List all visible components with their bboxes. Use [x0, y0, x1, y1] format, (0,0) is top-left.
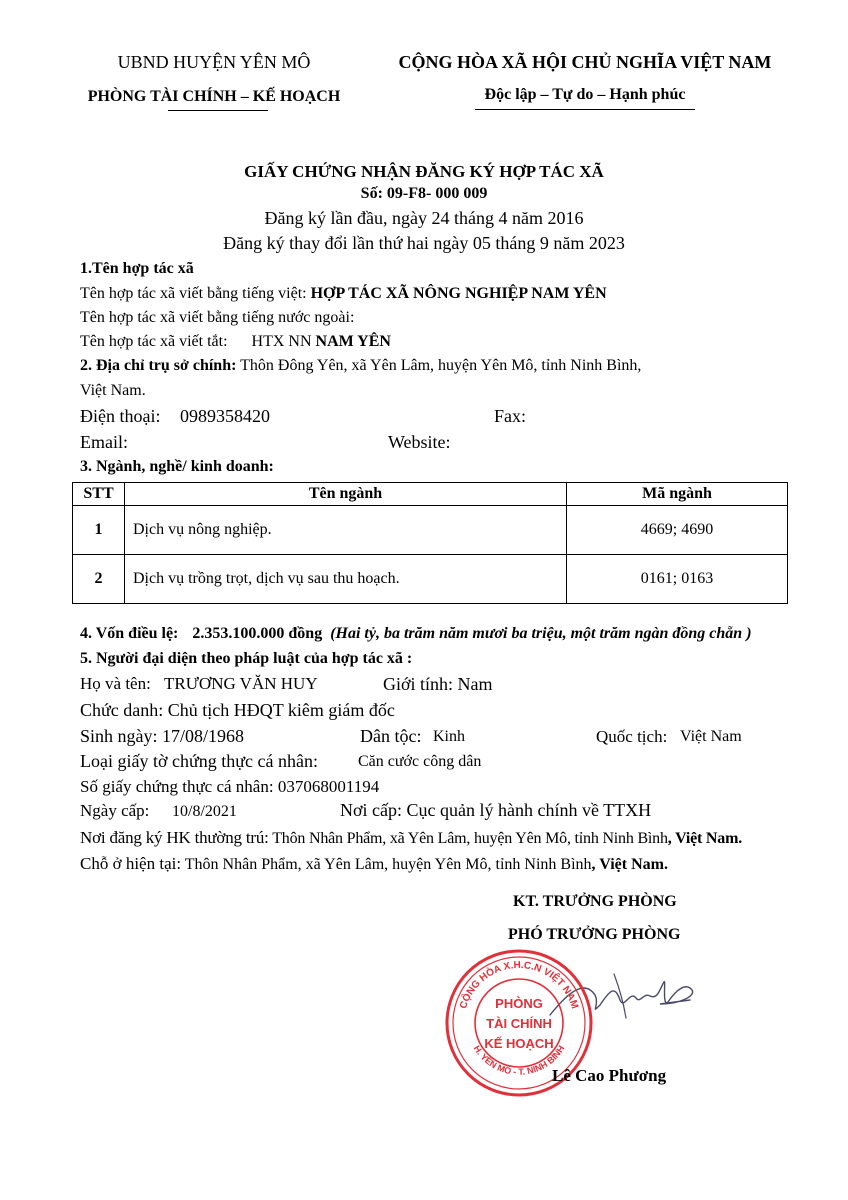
rep-nationality-value: Việt Nam — [680, 728, 742, 745]
signer-name: Lê Cao Phương — [552, 1066, 667, 1085]
rep-household-label: Nơi đăng ký HK thường trú: — [80, 828, 269, 847]
section2-heading: 2. Địa chỉ trụ sở chính: — [80, 357, 237, 374]
rep-issue-date-value: 10/8/2021 — [172, 803, 237, 820]
department-name: PHÒNG TÀI CHÍNH – KẾ HOẠCH — [87, 88, 341, 105]
seal-center-line3: KẾ HOẠCH — [484, 1036, 554, 1051]
seal-ring-text: CỘNG HÒA X.H.C.N VIỆT NAM — [458, 959, 580, 1011]
fax-label: Fax: — [494, 406, 527, 426]
rep-household-country: , Việt Nam. — [667, 830, 742, 847]
abbr-bold: NAM YÊN — [315, 333, 391, 350]
section1-heading: 1.Tên hợp tác xã — [80, 260, 194, 277]
abbr-prefix: HTX NN — [251, 333, 316, 350]
address-continuation: Việt Nam. — [80, 382, 146, 399]
rep-household-value: Thôn Nhân Phẩm, xã Yên Lâm, huyện Yên Mô, tỉnh Ninh Bình — [268, 830, 668, 847]
capital-line — [80, 625, 752, 643]
abbr-name-line — [80, 333, 391, 351]
row-name: Dịch vụ nông nghiệp. — [125, 506, 567, 555]
rep-ethnic-value: Kinh — [433, 728, 465, 745]
abbr-name-label: Tên hợp tác xã viết tắt: — [80, 333, 228, 350]
rep-current-label: Chỗ ở hiện tại: — [80, 854, 182, 873]
first-registration: Đăng ký lần đầu, ngày 24 tháng 4 năm 2016 — [264, 208, 584, 228]
rep-gender: Giới tính: Nam — [383, 674, 493, 694]
document-title: GIẤY CHỨNG NHẬN ĐĂNG KÝ HỢP TÁC XÃ — [244, 162, 604, 181]
row-code: 0161; 0163 — [567, 555, 788, 604]
row-stt: 2 — [73, 555, 125, 604]
section5-heading: 5. Người đại diện theo pháp luật của hợp tác xã : — [80, 650, 413, 667]
rep-title: Chức danh: Chủ tịch HĐQT kiêm giám đốc — [80, 700, 395, 720]
rep-current-value: Thôn Nhân Phẩm, xã Yên Lâm, huyện Yên Mô, tỉnh Ninh Bình — [181, 856, 592, 873]
address-value: Thôn Đông Yên, xã Yên Lâm, huyện Yên Mô, tỉnh Ninh Bình, — [236, 357, 642, 374]
column-header: Mã ngành — [567, 483, 788, 506]
vn-name-line — [80, 285, 607, 303]
email-label: Email: — [80, 432, 128, 452]
rep-id-number: Số giấy chứng thực cá nhân: 037068001194 — [80, 777, 380, 796]
foreign-name-label: Tên hợp tác xã viết bằng tiếng nước ngoài: — [80, 309, 355, 326]
rep-name-label: Họ và tên: — [80, 674, 151, 693]
certificate-number: Số: 09-F8- 000 009 — [360, 185, 488, 202]
vn-name-label: Tên hợp tác xã viết bằng tiếng việt: — [80, 285, 311, 302]
signer-position-2: PHÓ TRƯỞNG PHÒNG — [508, 926, 681, 943]
agency-name: UBND HUYỆN YÊN MÔ — [117, 52, 311, 72]
section3-heading: 3. Ngành, nghề/ kinh doanh: — [80, 458, 274, 475]
change-registration: Đăng ký thay đổi lần thứ hai ngày 05 tháng 9 năm 2023 — [223, 233, 625, 253]
rep-nationality-label: Quốc tịch: — [596, 727, 668, 746]
section4-heading: 4. Vốn điều lệ: — [80, 625, 179, 642]
seal-center-line2: TÀI CHÍNH — [486, 1016, 552, 1031]
motto: Độc lập – Tự do – Hạnh phúc — [484, 86, 686, 103]
seal-bottom-text: H. YÊN MÔ - T. NINH BÌNH — [471, 1043, 567, 1077]
capital-in-words: (Hai tỷ, ba trăm năm mươi ba triệu, một trăm ngàn đồng chẵn ) — [330, 625, 752, 642]
row-name: Dịch vụ trồng trọt, dịch vụ sau thu hoạch. — [125, 555, 567, 604]
rep-current-line — [80, 854, 668, 874]
column-header: Tên ngành — [125, 483, 567, 506]
business-lines-table — [72, 482, 788, 604]
row-code: 4669; 4690 — [567, 506, 788, 555]
rep-id-type-value: Căn cước công dân — [358, 753, 482, 770]
table-row — [73, 506, 788, 555]
rep-household-line — [80, 828, 742, 848]
table-row — [73, 555, 788, 604]
country-name: CỘNG HÒA XÃ HỘI CHỦ NGHĨA VIỆT NAM — [398, 52, 772, 72]
table-header-row — [73, 483, 788, 506]
phone-label: Điện thoại: — [80, 406, 161, 426]
vn-name-value: HỢP TÁC XÃ NÔNG NGHIỆP NAM YÊN — [310, 285, 607, 302]
rep-issue-place: Nơi cấp: Cục quản lý hành chính về TTXH — [340, 800, 652, 820]
phone-value: 0989358420 — [180, 406, 270, 426]
capital-amount: 2.353.100.000 đồng — [192, 625, 323, 642]
address-line — [80, 357, 641, 375]
seal-center-line1: PHÒNG — [495, 996, 543, 1011]
website-label: Website: — [388, 432, 451, 452]
column-header: STT — [73, 483, 125, 506]
row-stt: 1 — [73, 506, 125, 555]
rep-current-country: , Việt Nam. — [591, 856, 668, 873]
rep-id-type-label: Loại giấy tờ chứng thực cá nhân: — [80, 751, 318, 771]
rep-dob: Sinh ngày: 17/08/1968 — [80, 726, 245, 746]
rep-name-value: TRƯƠNG VĂN HUY — [164, 674, 318, 693]
rep-ethnic-label: Dân tộc: — [360, 726, 422, 746]
rep-issue-date-label: Ngày cấp: — [80, 801, 150, 820]
signer-position-1: KT. TRƯỞNG PHÒNG — [513, 893, 677, 910]
header-right-underline — [475, 109, 695, 110]
header-left-underline — [168, 110, 268, 111]
